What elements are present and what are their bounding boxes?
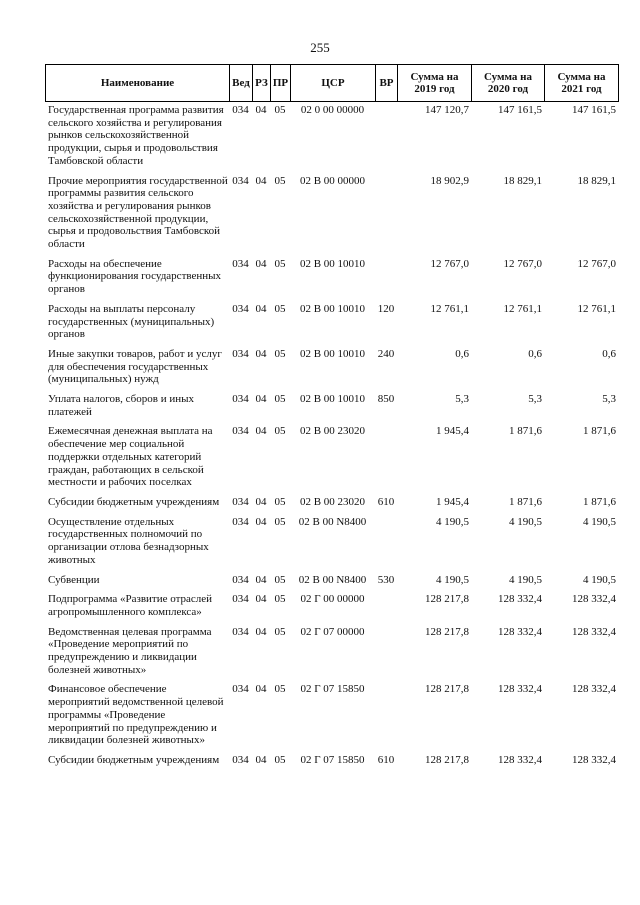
row-sum-2019: 1 945,4 bbox=[436, 425, 469, 438]
table-header bbox=[45, 64, 619, 102]
row-sum-2020: 128 332,4 bbox=[498, 683, 542, 696]
row-csr: 02 В 00 N8400 bbox=[298, 573, 367, 586]
row-csr: 02 Г 07 15850 bbox=[300, 683, 365, 696]
row-sum-2021: 128 332,4 bbox=[572, 683, 616, 696]
row-csr: 02 В 00 00000 bbox=[299, 174, 366, 187]
table-row bbox=[45, 104, 618, 175]
row-sum-2020: 1 871,6 bbox=[509, 425, 542, 438]
row-name: Подпрограмма «Развитие отраслей агропромышленного комплекса» bbox=[48, 593, 213, 618]
row-csr: 02 Г 07 15850 bbox=[300, 753, 365, 766]
row-pr: 05 bbox=[274, 495, 286, 508]
row-sum-2019: 128 217,8 bbox=[425, 593, 469, 606]
table-row bbox=[45, 303, 618, 348]
table-row bbox=[45, 683, 618, 754]
row-name: Прочие мероприятия государственной программы развития сельского хозяйства и регулирования рынков сельскохозяйственной продукции, сырья и продовольствия Тамбовской области bbox=[48, 174, 228, 251]
row-sum-2020: 12 761,1 bbox=[503, 302, 542, 315]
row-name: Ведомственная целевая программа «Проведение мероприятий по предупреждению и ликвидации болезней животных» bbox=[48, 625, 212, 676]
row-vr: 610 bbox=[377, 495, 395, 508]
row-sum-2021: 4 190,5 bbox=[583, 573, 616, 586]
row-sum-2021: 128 332,4 bbox=[572, 593, 616, 606]
row-rz: 04 bbox=[255, 104, 267, 116]
row-name: Финансовое обеспечение мероприятий ведомственной целевой программы «Проведение мероприятий по предупреждению и ликвидации болезней животных» bbox=[48, 683, 224, 747]
row-rz: 04 bbox=[255, 174, 267, 187]
row-rz: 04 bbox=[255, 515, 267, 528]
row-pr: 05 bbox=[274, 104, 286, 116]
row-sum-2019: 1 945,4 bbox=[436, 495, 469, 508]
row-pr: 05 bbox=[274, 515, 286, 528]
table-row bbox=[45, 626, 618, 684]
row-pr: 05 bbox=[274, 347, 286, 360]
row-pr: 05 bbox=[274, 625, 286, 638]
row-name: Расходы на обеспечение функционирования государственных органов bbox=[48, 257, 222, 296]
row-ved: 034 bbox=[232, 393, 249, 406]
row-rz: 04 bbox=[255, 573, 267, 586]
row-csr: 02 Г 07 00000 bbox=[300, 625, 365, 638]
row-ved: 034 bbox=[232, 425, 249, 438]
row-sum-2021: 1 871,6 bbox=[583, 425, 616, 438]
table-row bbox=[45, 496, 618, 516]
row-sum-2020: 4 190,5 bbox=[509, 573, 542, 586]
row-ved: 034 bbox=[232, 753, 249, 766]
row-vr bbox=[375, 593, 397, 625]
header-name: Наименование bbox=[46, 65, 230, 102]
row-rz: 04 bbox=[255, 753, 267, 766]
row-sum-2021: 128 332,4 bbox=[572, 753, 616, 766]
row-pr: 05 bbox=[274, 573, 286, 586]
row-pr: 05 bbox=[274, 393, 286, 406]
row-sum-2020: 0,6 bbox=[528, 347, 542, 360]
row-name: Расходы на выплаты персоналу государственных (муниципальных) органов bbox=[48, 302, 215, 341]
header-sum-2019: Сумма на 2019 год bbox=[398, 65, 472, 102]
header-rz: РЗ bbox=[253, 65, 271, 102]
row-name: Уплата налогов, сборов и иных платежей bbox=[48, 393, 195, 418]
table-row bbox=[45, 574, 618, 594]
page-number: 255 bbox=[310, 40, 330, 55]
row-vr: 850 bbox=[377, 393, 395, 406]
row-ved: 034 bbox=[232, 104, 249, 116]
row-rz: 04 bbox=[255, 257, 267, 270]
row-ved: 034 bbox=[232, 174, 249, 187]
row-sum-2021: 4 190,5 bbox=[583, 515, 616, 528]
row-vr bbox=[375, 683, 397, 754]
row-name: Иные закупки товаров, работ и услуг для обеспечения государственных (муниципальных) нужд bbox=[48, 347, 222, 386]
row-sum-2019: 128 217,8 bbox=[425, 753, 469, 766]
row-pr: 05 bbox=[274, 683, 286, 696]
row-csr: 02 В 00 10010 bbox=[299, 257, 366, 270]
header-sum-2020: Сумма на 2020 год bbox=[472, 65, 545, 102]
row-name: Субсидии бюджетным учреждениям bbox=[48, 753, 220, 766]
row-vr: 530 bbox=[377, 573, 395, 586]
row-pr: 05 bbox=[274, 302, 286, 315]
row-sum-2020: 18 829,1 bbox=[503, 174, 542, 187]
row-pr: 05 bbox=[274, 593, 286, 606]
row-name: Осуществление отдельных государственных полномочий по организации отлова безнадзорных животных bbox=[48, 515, 209, 566]
row-ved: 034 bbox=[232, 257, 249, 270]
row-vr bbox=[375, 104, 397, 175]
row-name: Ежемесячная денежная выплата на обеспечение мер социальной поддержки отдельных категорий граждан, работающих в сельской местности и рабочих поселках bbox=[48, 425, 213, 489]
row-rz: 04 bbox=[255, 625, 267, 638]
row-csr: 02 В 00 23020 bbox=[299, 425, 366, 438]
row-pr: 05 bbox=[274, 425, 286, 438]
table-row bbox=[45, 516, 618, 574]
row-csr: 02 В 00 N8400 bbox=[298, 515, 367, 528]
row-rz: 04 bbox=[255, 425, 267, 438]
row-sum-2019: 4 190,5 bbox=[436, 573, 469, 586]
table-row bbox=[45, 393, 618, 425]
row-name: Субсидии бюджетным учреждениям bbox=[48, 495, 220, 508]
table-row bbox=[45, 258, 618, 303]
budget-table bbox=[45, 104, 618, 774]
header-ved: Вед bbox=[230, 65, 253, 102]
row-sum-2019: 147 120,7 bbox=[425, 104, 469, 116]
row-vr: 120 bbox=[377, 302, 395, 315]
row-sum-2021: 0,6 bbox=[602, 347, 616, 360]
row-csr: 02 В 00 10010 bbox=[299, 347, 366, 360]
row-sum-2021: 12 761,1 bbox=[577, 302, 616, 315]
row-rz: 04 bbox=[255, 302, 267, 315]
row-sum-2020: 128 332,4 bbox=[498, 593, 542, 606]
row-ved: 034 bbox=[232, 302, 249, 315]
row-csr: 02 0 00 00000 bbox=[300, 104, 365, 116]
row-csr: 02 В 00 10010 bbox=[299, 393, 366, 406]
row-csr: 02 В 00 23020 bbox=[299, 495, 366, 508]
row-pr: 05 bbox=[274, 174, 286, 187]
row-sum-2019: 128 217,8 bbox=[425, 625, 469, 638]
row-rz: 04 bbox=[255, 495, 267, 508]
row-rz: 04 bbox=[255, 593, 267, 606]
row-sum-2019: 128 217,8 bbox=[425, 683, 469, 696]
header-sum-2021: Сумма на 2021 год bbox=[545, 65, 619, 102]
row-sum-2019: 18 902,9 bbox=[430, 174, 469, 187]
table-row bbox=[45, 175, 618, 258]
row-ved: 034 bbox=[232, 515, 249, 528]
row-sum-2020: 1 871,6 bbox=[509, 495, 542, 508]
table-row bbox=[45, 593, 618, 625]
row-csr: 02 Г 00 00000 bbox=[300, 593, 365, 606]
row-csr: 02 В 00 10010 bbox=[299, 302, 366, 315]
row-name: Государственная программа развития сельского хозяйства и регулирования рынков сельскохозяйственной продукции, сырья и продовольствия Тамбовской области bbox=[48, 104, 224, 167]
row-ved: 034 bbox=[232, 573, 249, 586]
row-sum-2020: 12 767,0 bbox=[503, 257, 542, 270]
row-sum-2019: 12 767,0 bbox=[430, 257, 469, 270]
row-rz: 04 bbox=[255, 347, 267, 360]
table-row bbox=[45, 754, 618, 774]
row-ved: 034 bbox=[232, 593, 249, 606]
row-sum-2021: 5,3 bbox=[602, 393, 616, 406]
table-row bbox=[45, 348, 618, 393]
row-vr: 240 bbox=[377, 347, 395, 360]
row-ved: 034 bbox=[232, 495, 249, 508]
row-sum-2021: 18 829,1 bbox=[577, 174, 616, 187]
row-sum-2019: 12 761,1 bbox=[430, 302, 469, 315]
row-sum-2021: 147 161,5 bbox=[572, 104, 616, 116]
header-vr: ВР bbox=[376, 65, 398, 102]
row-sum-2020: 128 332,4 bbox=[498, 753, 542, 766]
row-ved: 034 bbox=[232, 347, 249, 360]
row-vr bbox=[375, 175, 397, 258]
row-sum-2019: 4 190,5 bbox=[436, 515, 469, 528]
row-sum-2021: 1 871,6 bbox=[583, 495, 616, 508]
row-sum-2020: 147 161,5 bbox=[498, 104, 542, 116]
row-sum-2020: 128 332,4 bbox=[498, 625, 542, 638]
header-csr: ЦСР bbox=[291, 65, 376, 102]
row-ved: 034 bbox=[232, 683, 249, 696]
row-sum-2020: 4 190,5 bbox=[509, 515, 542, 528]
row-name: Субвенции bbox=[48, 573, 100, 586]
row-vr: 610 bbox=[377, 753, 395, 766]
header-pr: ПР bbox=[271, 65, 291, 102]
row-vr bbox=[375, 258, 397, 303]
row-pr: 05 bbox=[274, 753, 286, 766]
row-sum-2021: 128 332,4 bbox=[572, 625, 616, 638]
row-sum-2019: 0,6 bbox=[455, 347, 469, 360]
row-vr bbox=[375, 626, 397, 684]
row-ved: 034 bbox=[232, 625, 249, 638]
row-sum-2019: 5,3 bbox=[455, 393, 469, 406]
row-sum-2020: 5,3 bbox=[528, 393, 542, 406]
row-pr: 05 bbox=[274, 257, 286, 270]
row-rz: 04 bbox=[255, 393, 267, 406]
row-vr bbox=[375, 516, 397, 574]
row-rz: 04 bbox=[255, 683, 267, 696]
row-vr bbox=[375, 425, 397, 496]
row-sum-2021: 12 767,0 bbox=[577, 257, 616, 270]
table-row bbox=[45, 425, 618, 496]
